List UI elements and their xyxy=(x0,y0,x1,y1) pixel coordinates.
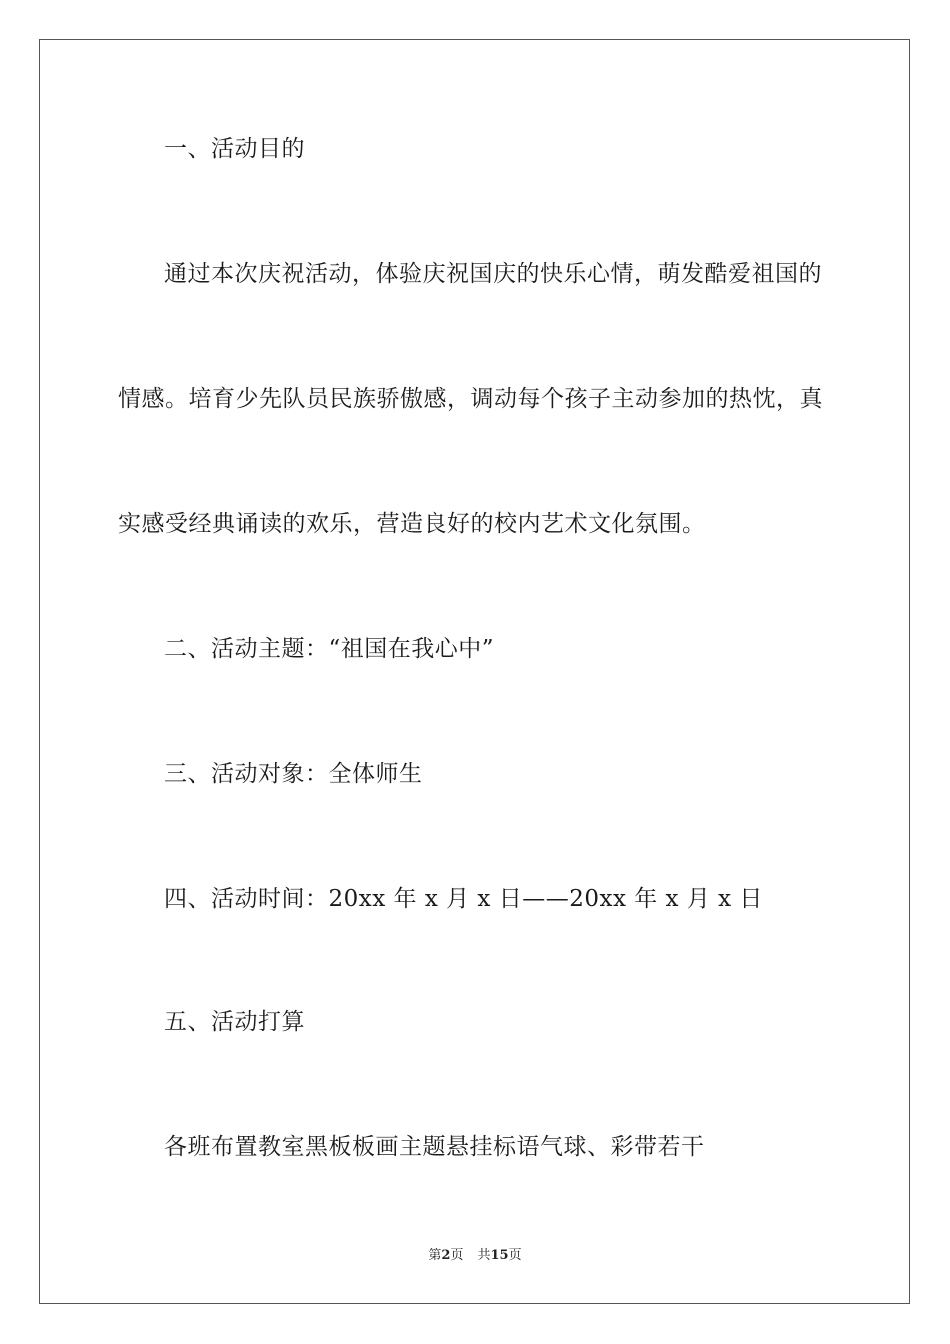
footer-page-suffix: 页 xyxy=(450,1248,464,1263)
footer-total-pages: 15 xyxy=(490,1248,509,1263)
footer-page-prefix: 第 xyxy=(428,1248,442,1263)
paragraph-line: 实感受经典诵读的欢乐，营造良好的校内艺术文化氛围。 xyxy=(118,511,706,537)
footer-total-suffix: 页 xyxy=(508,1248,522,1263)
section-heading-audience: 三、活动对象：全体师生 xyxy=(164,761,423,787)
section-heading-time: 四、活动时间：20xx 年 x 月 x 日——20xx 年 x 月 x 日 xyxy=(164,886,763,912)
paragraph-line: 情感。培育少先队员民族骄傲感，调动每个孩子主动参加的热忱，真 xyxy=(118,386,823,412)
section-heading-theme: 二、活动主题：“祖国在我心中” xyxy=(164,636,495,662)
section-heading-plan: 五、活动打算 xyxy=(164,1009,305,1035)
paragraph-line: 各班布置教室黑板板画主题悬挂标语气球、彩带若干 xyxy=(164,1134,705,1160)
page-footer xyxy=(0,1247,950,1265)
section-heading-purpose: 一、活动目的 xyxy=(164,136,305,162)
page-border xyxy=(39,39,910,1304)
footer-total-prefix: 共 xyxy=(477,1248,491,1263)
footer-current-page: 2 xyxy=(441,1248,451,1263)
paragraph-line: 通过本次庆祝活动，体验庆祝国庆的快乐心情，萌发酷爱祖国的 xyxy=(164,261,822,287)
